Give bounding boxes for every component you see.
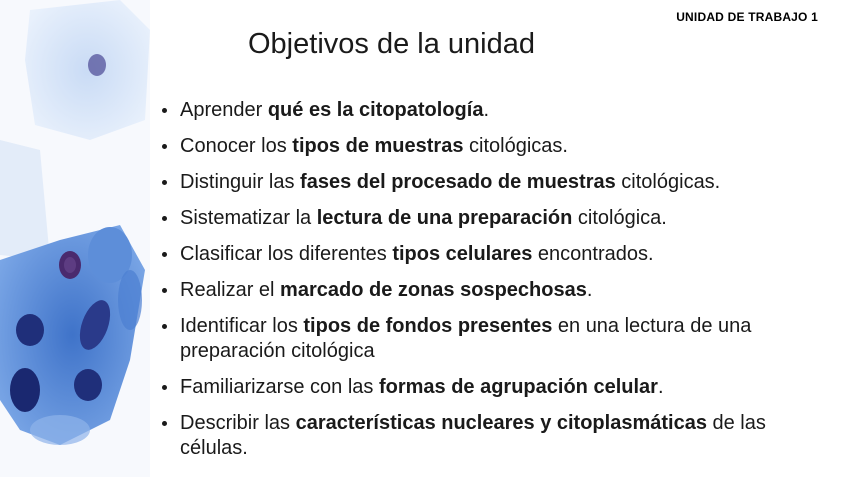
objective-item: Clasificar los diferentes tipos celulares encontrados. bbox=[160, 242, 835, 267]
slide-title: Objetivos de la unidad bbox=[248, 28, 535, 60]
bullet-dot-icon bbox=[162, 288, 167, 293]
bullet-dot-icon bbox=[162, 252, 167, 257]
nucleus-blue-3 bbox=[10, 368, 40, 412]
objective-item: Realizar el marcado de zonas sospechosas. bbox=[160, 278, 835, 303]
objective-item: Conocer los tipos de muestras citológicas. bbox=[160, 134, 835, 159]
objective-item: Sistematizar la lectura de una preparación citológica. bbox=[160, 206, 835, 231]
objective-item: Identificar los tipos de fondos presentes en una lectura de una preparación citológica bbox=[160, 314, 835, 364]
bullet-dot-icon bbox=[162, 216, 167, 221]
nucleus-blue-1 bbox=[16, 314, 44, 346]
bullet-dot-icon bbox=[162, 385, 167, 390]
objectives-list bbox=[160, 98, 835, 472]
objective-item: Aprender qué es la citopatología. bbox=[160, 98, 835, 123]
nucleus-top bbox=[88, 54, 106, 76]
bullet-dot-icon bbox=[162, 108, 167, 113]
nucleus-blue-4 bbox=[74, 369, 102, 401]
bullet-dot-icon bbox=[162, 180, 167, 185]
unit-label: UNIDAD DE TRABAJO 1 bbox=[676, 10, 818, 24]
bullet-dot-icon bbox=[162, 144, 167, 149]
squamous-cell-top bbox=[25, 0, 150, 140]
bullet-dot-icon bbox=[162, 421, 167, 426]
objective-item: Familiarizarse con las formas de agrupación celular. bbox=[160, 375, 835, 400]
cytology-image bbox=[0, 0, 150, 477]
objective-item: Describir las características nucleares y citoplasmáticas de las células. bbox=[160, 411, 835, 461]
bullet-dot-icon bbox=[162, 324, 167, 329]
objective-item: Distinguir las fases del procesado de muestras citológicas. bbox=[160, 170, 835, 195]
